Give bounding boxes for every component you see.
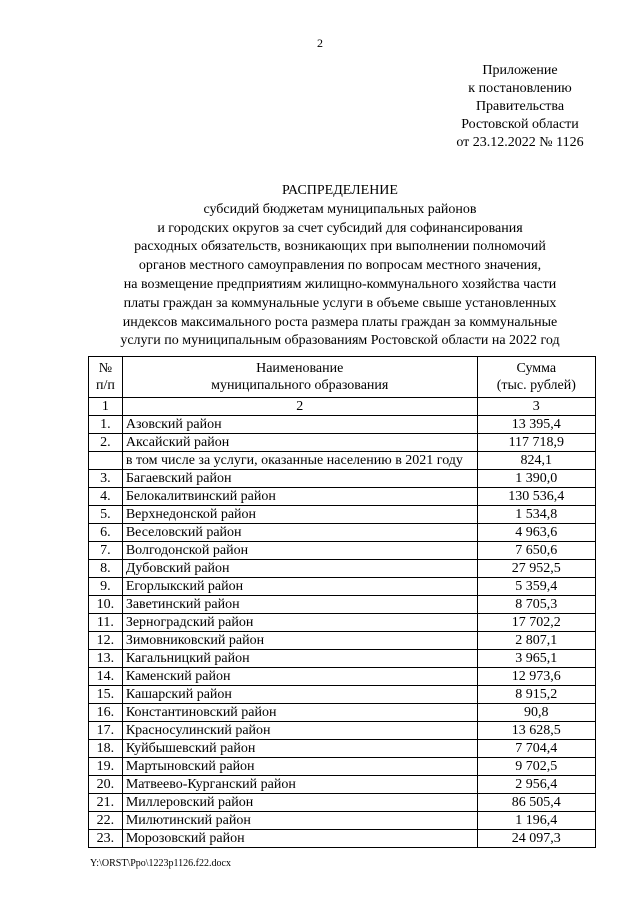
row-municipality-name: в том числе за услуги, оказанные населению в 2021 году [122, 452, 477, 470]
header-sum [477, 357, 595, 398]
table-row [89, 434, 596, 452]
row-amount: 2 807,1 [477, 632, 595, 650]
table-row [89, 722, 596, 740]
row-number: 9. [89, 578, 123, 596]
title-line: субсидий бюджетам муниципальных районов [203, 201, 477, 217]
row-number: 4. [89, 488, 123, 506]
table-row [89, 416, 596, 434]
column-index-row [89, 398, 596, 416]
row-amount: 13 628,5 [477, 722, 595, 740]
appendix-line: Ростовской области [461, 117, 579, 132]
row-amount: 9 702,5 [477, 758, 595, 776]
row-number: 19. [89, 758, 123, 776]
row-number: 12. [89, 632, 123, 650]
row-municipality-name: Белокалитвинский район [122, 488, 477, 506]
appendix-line: Правительства [475, 99, 565, 114]
title-line: и городских округов за счет субсидий для софинансирования [157, 220, 523, 236]
header-name-line2: муниципального образования [211, 378, 389, 393]
row-amount: 1 534,8 [477, 506, 595, 524]
table-header-row [89, 357, 596, 398]
header-name [122, 357, 477, 398]
table-row [89, 650, 596, 668]
row-municipality-name: Милютинский район [122, 812, 477, 830]
header-name-line1: Наименование [256, 361, 344, 376]
row-amount: 27 952,5 [477, 560, 595, 578]
table-row [89, 488, 596, 506]
row-number: 13. [89, 650, 123, 668]
table-row [89, 596, 596, 614]
table-row [89, 668, 596, 686]
row-amount: 90,8 [477, 704, 595, 722]
appendix-block [420, 62, 620, 152]
document-title [90, 182, 590, 351]
table-row [89, 578, 596, 596]
table-row [89, 686, 596, 704]
row-number: 7. [89, 542, 123, 560]
row-number: 11. [89, 614, 123, 632]
row-amount: 2 956,4 [477, 776, 595, 794]
appendix-line: от 23.12.2022 № 1126 [456, 135, 584, 150]
row-municipality-name: Морозовский район [122, 830, 477, 848]
row-number: 2. [89, 434, 123, 452]
table-row [89, 560, 596, 578]
title-line: расходных обязательств, возникающих при выполнении полномочий [134, 239, 546, 255]
row-number: 5. [89, 506, 123, 524]
row-amount: 117 718,9 [477, 434, 595, 452]
table-row [89, 794, 596, 812]
row-amount: 17 702,2 [477, 614, 595, 632]
title-line: индексов максимального роста размера платы граждан за коммунальные [122, 314, 558, 330]
title-heading: РАСПРЕДЕЛЕНИЕ [282, 183, 398, 198]
row-municipality-name: Верхнедонской район [122, 506, 477, 524]
header-num-line1: № [98, 361, 113, 376]
index-cell: 2 [122, 398, 477, 416]
header-sum-line2: (тыс. рублей) [496, 378, 576, 393]
table-row [89, 614, 596, 632]
row-amount: 7 650,6 [477, 542, 595, 560]
row-amount: 3 965,1 [477, 650, 595, 668]
row-number: 6. [89, 524, 123, 542]
table-row [89, 776, 596, 794]
table-row [89, 704, 596, 722]
table-row [89, 740, 596, 758]
table-row [89, 452, 596, 470]
row-municipality-name: Дубовский район [122, 560, 477, 578]
row-number: 20. [89, 776, 123, 794]
row-amount: 130 536,4 [477, 488, 595, 506]
table-row [89, 542, 596, 560]
row-municipality-name: Зимовниковский район [122, 632, 477, 650]
row-number: 21. [89, 794, 123, 812]
row-amount: 7 704,4 [477, 740, 595, 758]
title-line: органов местного самоуправления по вопросам местного значения, [138, 258, 542, 274]
row-number: 16. [89, 704, 123, 722]
row-municipality-name: Веселовский район [122, 524, 477, 542]
header-num [89, 357, 123, 398]
page-number: 2 [317, 36, 323, 50]
row-number: 10. [89, 596, 123, 614]
row-amount: 8 915,2 [477, 686, 595, 704]
row-number: 1. [89, 416, 123, 434]
table-row [89, 812, 596, 830]
row-amount: 824,1 [477, 452, 595, 470]
row-amount: 13 395,4 [477, 416, 595, 434]
row-amount: 1 390,0 [477, 470, 595, 488]
table-row [89, 830, 596, 848]
table-row [89, 506, 596, 524]
row-municipality-name: Кагальницкий район [122, 650, 477, 668]
appendix-line: к постановлению [468, 81, 572, 96]
row-municipality-name: Матвеево-Курганский район [122, 776, 477, 794]
table-row [89, 632, 596, 650]
title-line: услуги по муниципальным образованиям Ростовской области на 2022 год [120, 333, 560, 349]
row-amount: 4 963,6 [477, 524, 595, 542]
row-municipality-name: Багаевский район [122, 470, 477, 488]
row-municipality-name: Мартыновский район [122, 758, 477, 776]
row-municipality-name: Константиновский район [122, 704, 477, 722]
row-number: 8. [89, 560, 123, 578]
row-number: 15. [89, 686, 123, 704]
row-municipality-name: Егорлыкский район [122, 578, 477, 596]
row-number [89, 452, 123, 470]
row-amount: 5 359,4 [477, 578, 595, 596]
file-path-footer: Y:\ORST\Ppo\1223p1126.f22.docx [90, 858, 231, 869]
row-number: 14. [89, 668, 123, 686]
row-amount: 12 973,6 [477, 668, 595, 686]
row-municipality-name: Куйбышевский район [122, 740, 477, 758]
row-municipality-name: Азовский район [122, 416, 477, 434]
row-municipality-name: Аксайский район [122, 434, 477, 452]
row-municipality-name: Зерноградский район [122, 614, 477, 632]
row-amount: 1 196,4 [477, 812, 595, 830]
header-num-line2: п/п [95, 378, 115, 393]
header-sum-line1: Сумма [516, 361, 557, 376]
row-municipality-name: Красносулинский район [122, 722, 477, 740]
table-row [89, 470, 596, 488]
row-municipality-name: Каменский район [122, 668, 477, 686]
row-number: 18. [89, 740, 123, 758]
row-municipality-name: Заветинский район [122, 596, 477, 614]
row-number: 3. [89, 470, 123, 488]
row-municipality-name: Волгодонской район [122, 542, 477, 560]
index-cell: 1 [89, 398, 123, 416]
row-amount: 86 505,4 [477, 794, 595, 812]
table-row [89, 758, 596, 776]
row-amount: 24 097,3 [477, 830, 595, 848]
title-line: платы граждан за коммунальные услуги в объеме свыше установленных [123, 295, 557, 311]
row-number: 23. [89, 830, 123, 848]
row-municipality-name: Кашарский район [122, 686, 477, 704]
appendix-line: Приложение [482, 63, 558, 78]
title-line: на возмещение предприятиям жилищно-коммунального хозяйства части [123, 276, 557, 292]
distribution-table [88, 356, 596, 848]
row-number: 17. [89, 722, 123, 740]
row-municipality-name: Миллеровский район [122, 794, 477, 812]
row-amount: 8 705,3 [477, 596, 595, 614]
table-row [89, 524, 596, 542]
row-number: 22. [89, 812, 123, 830]
index-cell: 3 [477, 398, 595, 416]
